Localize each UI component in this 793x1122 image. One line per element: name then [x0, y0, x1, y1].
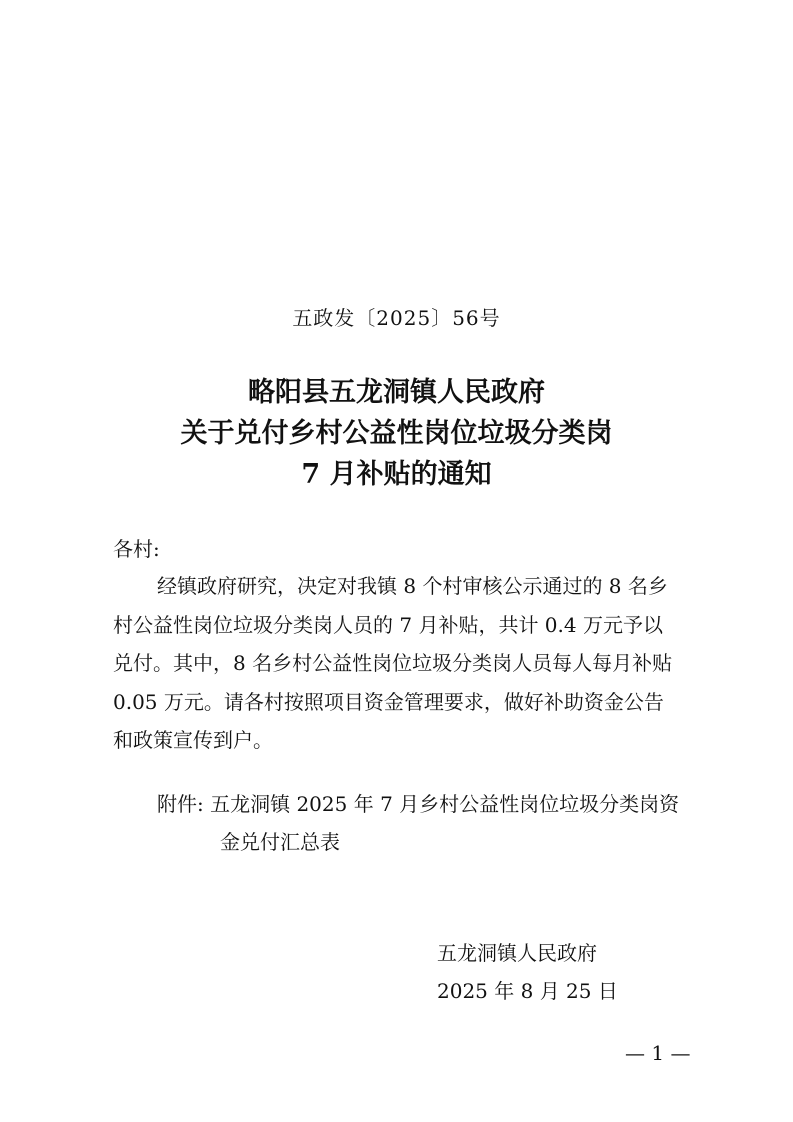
signature-block: [437, 934, 618, 1010]
body-paragraph: [113, 567, 699, 760]
attachment-note: [157, 785, 679, 861]
title-line-1: 略阳县五龙洞镇人民政府: [248, 377, 545, 408]
salutation: 各村:: [113, 537, 160, 561]
signature-date: 2025 年 8 月 25 日: [437, 979, 618, 1003]
title-line-2: 关于兑付乡村公益性岗位垃圾分类岗: [180, 418, 613, 449]
body-line-4: 0.05 万元。请各村按照项目资金管理要求，做好补助资金公告: [113, 689, 664, 714]
body-line-3: 兑付。其中，8 名乡村公益性岗位垃圾分类岗人员每人每月补贴: [113, 651, 673, 675]
page-number: — 1 —: [625, 1041, 691, 1065]
body-line-1: 经镇政府研究，决定对我镇 8 个村审核公示通过的 8 名乡: [157, 574, 668, 598]
body-line-2: 村公益性岗位垃圾分类岗人员的 7 月补贴，共计 0.4 万元予以: [113, 612, 663, 637]
attachment-line-1: 附件: 五龙洞镇 2025 年 7 月乡村公益性岗位垃圾分类岗资: [157, 792, 680, 816]
attachment-line-2: 金兑付汇总表: [220, 830, 340, 854]
document-title: [0, 372, 793, 495]
signature-org: 五龙洞镇人民政府: [437, 941, 597, 965]
body-line-5: 和政策宣传到户。: [113, 728, 273, 752]
title-line-3: 7 月补贴的通知: [301, 459, 492, 490]
document-number: 五政发〔2025〕56号: [292, 306, 501, 330]
